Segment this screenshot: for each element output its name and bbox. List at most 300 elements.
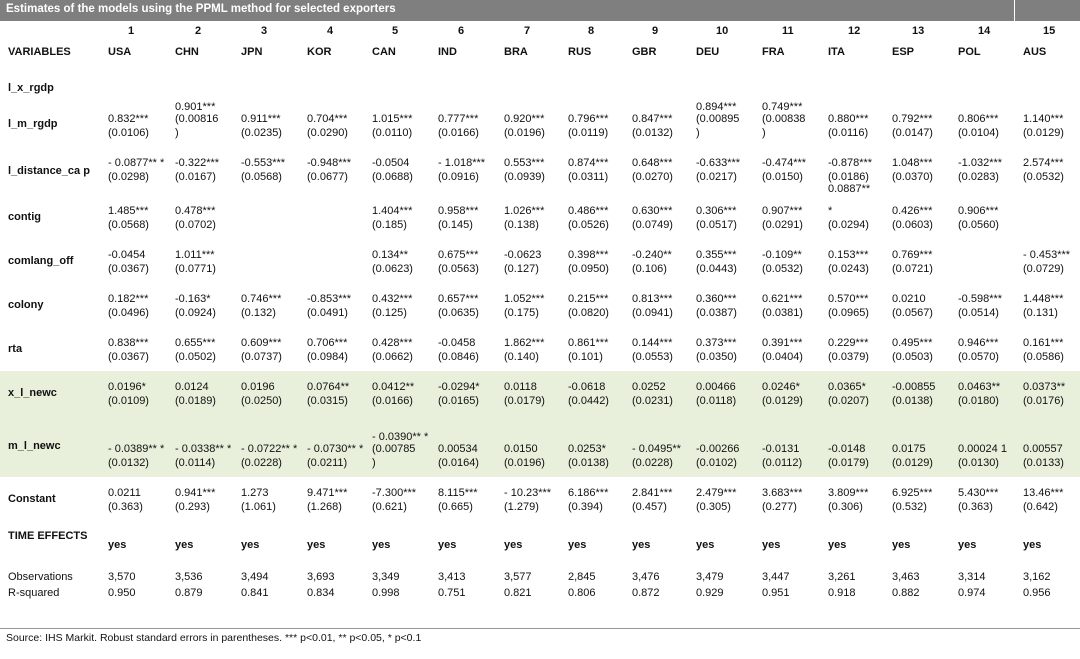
std-error-cell: (0.0517): [696, 219, 737, 231]
coefficient-cell: 0.792***: [892, 113, 933, 125]
coefficient-cell: -0.598***: [958, 293, 1003, 305]
coefficient-cell: 0.796***: [568, 113, 609, 125]
std-error-cell: (0.0165): [430, 393, 496, 415]
std-error-cell: [233, 261, 299, 283]
time-effects-cell: yes: [504, 539, 523, 551]
r-squared-label: R-squared: [8, 587, 60, 599]
empty-cell: [233, 75, 299, 101]
stderr-row: [0, 305, 1080, 327]
coefficient-cell: - 0.0877** *: [108, 157, 165, 169]
country-header: POL: [958, 46, 981, 58]
std-error-cell: (0.0189): [167, 393, 233, 415]
column-number: 11: [782, 25, 794, 37]
coefficient-cell: 0.426***: [892, 205, 933, 217]
std-error-cell: (0.305): [696, 501, 731, 513]
coefficient-cell: 2.479***: [696, 487, 737, 499]
coefficient-cell: -0.240**: [632, 249, 672, 261]
coefficient-cell: -0.0504: [372, 157, 410, 169]
std-error-cell: (0.0702): [175, 219, 216, 231]
spacer: [0, 63, 1080, 75]
stderr-row: [0, 455, 1080, 477]
std-error-cell: (0.0603): [892, 219, 933, 231]
std-error-cell: (0.0496): [108, 307, 149, 319]
std-error-cell: (0.140): [504, 351, 539, 363]
std-error-cell: (0.0502): [175, 351, 216, 363]
coefficient-cell: 0.769***: [892, 249, 933, 261]
std-error-cell: (0.0179): [496, 393, 560, 415]
std-error-cell: (0.293): [175, 501, 210, 513]
coefficient-cell: 3.809***: [828, 487, 869, 499]
coefficient-cell: - 0.0495**: [624, 415, 688, 455]
observations-cell: 3,349: [372, 571, 400, 583]
coefficient-cell: 0.894*** (0.00895: [696, 101, 740, 125]
coefficient-cell: 5.430***: [958, 487, 999, 499]
variable-label: m_l_newc: [0, 415, 100, 477]
coefficient-cell: -0.0454: [108, 249, 146, 261]
std-error-cell: (0.0207): [820, 393, 884, 415]
country-header: ITA: [828, 46, 845, 58]
observations-cell: 2,845: [568, 571, 596, 583]
coefficient-cell: -0.0623: [504, 249, 542, 261]
std-error-cell: (0.665): [438, 501, 473, 513]
std-error-cell: [299, 217, 364, 239]
std-error-cell: (0.0586): [1023, 351, 1064, 363]
std-error-cell: (0.0228): [233, 455, 299, 477]
column-number: 13: [912, 25, 925, 37]
std-error-cell: (0.138): [504, 219, 539, 231]
coefficient-cell: 0.182***: [108, 293, 149, 305]
coefficient-cell: 0.813***: [632, 293, 673, 305]
coefficient-cell: 0.907***: [762, 205, 803, 217]
coefficient-cell: 0.0412**: [364, 371, 430, 393]
coefficient-cell: 0.0764**: [299, 371, 364, 393]
column-number: 6: [458, 25, 465, 37]
std-error-cell: (0.0635): [438, 307, 479, 319]
coefficient-cell: 0.621***: [762, 293, 803, 305]
coefficient-cell: 0.432***: [372, 293, 413, 305]
coefficient-cell: -0.0131: [754, 415, 820, 455]
coefficient-cell: 0.880***: [828, 113, 869, 125]
coefficient-cell: 0.0253*: [560, 415, 624, 455]
coefficient-cell: 0.495***: [892, 337, 933, 349]
coefficient-cell: 0.229***: [828, 337, 869, 349]
std-error-cell: (0.0662): [372, 351, 413, 363]
observations-cell: 3,463: [892, 571, 920, 583]
country-header: CAN: [372, 46, 396, 58]
std-error-cell: [950, 261, 1015, 283]
coefficient-cell: 0.0463**: [950, 371, 1015, 393]
coefficient-cell: 0.398***: [568, 249, 609, 261]
table-title: Estimates of the models using the PPML method for selected exporters: [6, 3, 396, 15]
time-effects-cell: yes: [175, 539, 194, 551]
std-error-cell: (0.0941): [632, 307, 673, 319]
time-effects-cell: yes: [307, 539, 326, 551]
std-error-cell: (0.363): [108, 501, 143, 513]
estimate-row: [0, 415, 1080, 455]
variable-label: contig: [8, 210, 41, 223]
coefficient-cell: 1.273: [241, 487, 269, 499]
time-effects-cell: yes: [696, 539, 715, 551]
std-error-cell: (0.0532): [1023, 171, 1064, 183]
coefficient-cell: 0.920***: [504, 113, 545, 125]
time-effects-cell: yes: [958, 539, 977, 551]
table-body: [0, 21, 1080, 601]
coefficient-cell: 0.0246*: [754, 371, 820, 393]
time-effects-cell: yes: [632, 539, 651, 551]
coefficient-cell: 2.841***: [632, 487, 673, 499]
std-error-cell: (0.0118): [688, 393, 754, 415]
variable-label: Constant: [8, 492, 56, 505]
std-error-cell: (0.306): [828, 501, 863, 513]
coefficient-cell: - 0.0389** *: [100, 415, 167, 455]
coefficient-cell: 0.609***: [241, 337, 282, 349]
empty-cell: [820, 75, 884, 101]
coefficient-cell: 8.115***: [438, 487, 478, 499]
coefficient-cell: -0.474***: [762, 157, 807, 169]
empty-cell: [430, 75, 496, 101]
variable-label: rta: [8, 342, 23, 355]
coefficient-cell: 0.704***: [307, 113, 348, 125]
std-error-cell: (0.457): [632, 501, 667, 513]
std-error-cell: (0.0290): [307, 127, 348, 139]
coefficient-cell: 0.832***: [108, 113, 149, 125]
r-squared-cell: 0.841: [241, 587, 269, 599]
coefficient-cell: -0.553***: [241, 157, 286, 169]
variable-label: comlang_off: [8, 254, 74, 267]
coefficient-cell: -0.109**: [762, 249, 802, 261]
std-error-cell: ): [175, 127, 179, 139]
std-error-cell: (0.175): [504, 307, 539, 319]
coefficient-cell: [1015, 195, 1080, 217]
std-error-cell: (0.145): [438, 219, 473, 231]
std-error-cell: (0.0350): [696, 351, 737, 363]
std-error-cell: (0.0950): [568, 263, 609, 275]
country-header: BRA: [504, 46, 528, 58]
std-error-cell: (0.0138): [560, 455, 624, 477]
spacer: [0, 551, 1080, 569]
stderr-row: [0, 499, 1080, 521]
coefficient-cell: - 0.453***: [1023, 249, 1071, 261]
std-error-cell: (0.0106): [108, 127, 149, 139]
std-error-cell: (0.0442): [560, 393, 624, 415]
std-error-cell: (0.0721): [892, 263, 933, 275]
r-squared-cell: 0.974: [958, 587, 986, 599]
coefficient-cell: 0.00534: [430, 415, 496, 455]
coefficient-cell: 6.925***: [892, 487, 933, 499]
column-number: 15: [1043, 25, 1056, 37]
std-error-cell: (0.0138): [884, 393, 950, 415]
estimate-row: [0, 477, 1080, 499]
coefficient-cell: -0.00855: [884, 371, 950, 393]
column-number: 4: [327, 25, 334, 37]
std-error-cell: (0.101): [568, 351, 603, 363]
std-error-cell: (0.0553): [632, 351, 673, 363]
coefficient-cell: 0.706***: [307, 337, 348, 349]
coefficient-cell: 1.404***: [372, 205, 413, 217]
coefficient-cell: 0.630***: [632, 205, 673, 217]
coefficient-cell: [950, 239, 1015, 261]
column-number: 8: [588, 25, 595, 37]
std-error-cell: (0.0560): [958, 219, 999, 231]
std-error-cell: (0.0298): [108, 171, 149, 183]
table-bottom-rule: [0, 628, 1080, 629]
coefficient-cell: 0.486***: [568, 205, 609, 217]
observations-row: [0, 569, 1080, 585]
std-error-cell: (0.394): [568, 501, 603, 513]
coefficient-cell: - 10.23***: [504, 487, 552, 499]
coefficient-cell: 0.570***: [828, 293, 869, 305]
estimate-row: [0, 283, 1080, 305]
coefficient-cell: 1.048***: [892, 157, 933, 169]
estimate-row: [0, 195, 1080, 217]
std-error-cell: (0.277): [762, 501, 797, 513]
std-error-cell: (0.0443): [696, 263, 737, 275]
std-error-cell: (0.0186) 0.0887**: [828, 171, 871, 195]
variable-label: l_m_rgdp: [8, 117, 58, 130]
spacer-row: [0, 551, 1080, 569]
country-header: CHN: [175, 46, 199, 58]
coefficient-cell: -0.878***: [828, 157, 873, 169]
variable-label: l_x_rgdp: [8, 82, 54, 94]
time-effects-cell: yes: [108, 539, 127, 551]
observations-cell: 3,413: [438, 571, 466, 583]
empty-cell: [299, 75, 364, 101]
std-error-cell: ): [364, 455, 430, 477]
coefficient-cell: 0.553***: [504, 157, 545, 169]
coefficient-cell: [299, 195, 364, 217]
coefficient-cell: -1.032***: [958, 157, 1003, 169]
coefficient-cell: 1.026***: [504, 205, 545, 217]
coefficient-cell: 0.901*** (0.00816: [175, 101, 219, 125]
country-header: AUS: [1023, 46, 1047, 58]
r-squared-cell: 0.882: [892, 587, 920, 599]
coefficient-cell: 0.746***: [241, 293, 282, 305]
std-error-cell: (0.642): [1023, 501, 1058, 513]
coefficient-cell: [233, 239, 299, 261]
std-error-cell: (0.0132): [632, 127, 673, 139]
std-error-cell: (0.0179): [820, 455, 884, 477]
estimate-row: [0, 101, 1080, 125]
std-error-cell: (0.0176): [1015, 393, 1080, 415]
empty-cell: [100, 75, 167, 101]
r-squared-cell: 0.929: [696, 587, 724, 599]
country-header: GBR: [632, 46, 657, 58]
time-effects-cell: yes: [828, 539, 847, 551]
observations-cell: 3,314: [958, 571, 986, 583]
std-error-cell: (0.0112): [754, 455, 820, 477]
coefficient-cell: 0.00557: [1015, 415, 1080, 455]
std-error-cell: (0.0116): [828, 127, 869, 139]
coefficient-cell: 0.911***: [241, 113, 281, 125]
std-error-cell: [233, 217, 299, 239]
std-error-cell: [1015, 217, 1080, 239]
coefficient-cell: 0.00466: [688, 371, 754, 393]
column-number: 1: [128, 25, 135, 37]
std-error-cell: (0.0102): [688, 455, 754, 477]
estimate-row: [0, 327, 1080, 349]
coefficient-cell: 0.657***: [438, 293, 479, 305]
coefficient-cell: 0.215***: [568, 293, 609, 305]
stderr-row: [0, 261, 1080, 283]
std-error-cell: (0.0294): [828, 219, 869, 231]
coefficient-cell: [299, 239, 364, 261]
coefficient-cell: 0.144***: [632, 337, 673, 349]
coefficient-cell: 9.471***: [307, 487, 348, 499]
std-error-cell: (0.132): [241, 307, 276, 319]
coefficient-cell: - 1.018***: [438, 157, 486, 169]
std-error-cell: (0.0132): [100, 455, 167, 477]
std-error-cell: (0.0109): [100, 393, 167, 415]
std-error-cell: (0.0567): [892, 307, 933, 319]
time-effects-cell: yes: [438, 539, 457, 551]
std-error-cell: (0.0196): [504, 127, 545, 139]
std-error-cell: (0.0737): [241, 351, 282, 363]
variable-label: l_distance_ca p: [8, 164, 90, 177]
stderr-row: [0, 393, 1080, 415]
std-error-cell: (0.0370): [892, 171, 933, 183]
coefficient-cell: 0.847***: [632, 113, 673, 125]
std-error-cell: (0.0924): [175, 307, 216, 319]
std-error-cell: (0.0749): [632, 219, 673, 231]
corner-cell: [0, 21, 100, 41]
std-error-cell: (0.0311): [568, 171, 609, 183]
std-error-cell: (0.0119): [568, 127, 609, 139]
coefficient-cell: -0.00266: [688, 415, 754, 455]
coefficient-cell: 0.906***: [958, 205, 999, 217]
std-error-cell: (0.0164): [430, 455, 496, 477]
std-error-cell: (0.0503): [892, 351, 933, 363]
column-number: 14: [978, 25, 991, 37]
std-error-cell: (0.127): [504, 263, 539, 275]
estimate-row: [0, 239, 1080, 261]
std-error-cell: (0.0104): [958, 127, 999, 139]
std-error-cell: [299, 261, 364, 283]
coefficient-cell: 1.862***: [504, 337, 545, 349]
observations-cell: 3,494: [241, 571, 269, 583]
empty-cell: [1015, 75, 1080, 101]
std-error-cell: (0.0367): [108, 263, 149, 275]
coefficient-cell: -0.853***: [307, 293, 352, 305]
std-error-cell: (0.0270): [632, 171, 673, 183]
std-error-cell: (0.0110): [372, 127, 413, 139]
std-error-cell: (0.0820): [568, 307, 609, 319]
std-error-cell: (0.0133): [1015, 455, 1080, 477]
empty-cell: [496, 75, 560, 101]
coefficient-cell: -0.0294*: [430, 371, 496, 393]
stderr-row: [0, 217, 1080, 239]
column-number: 2: [195, 25, 202, 37]
variable-label: colony: [8, 298, 44, 311]
std-error-cell: (1.061): [241, 501, 276, 513]
coefficient-cell: [233, 195, 299, 217]
time-effects-cell: yes: [892, 539, 911, 551]
coefficient-cell: 0.478***: [175, 205, 216, 217]
coefficient-cell: 0.655***: [175, 337, 216, 349]
std-error-cell: (0.0235): [241, 127, 282, 139]
coefficient-cell: 0.0196*: [100, 371, 167, 393]
std-error-cell: (0.0228): [624, 455, 688, 477]
std-error-cell: (0.0729): [1023, 263, 1064, 275]
std-error-cell: (0.0114): [167, 455, 233, 477]
r-squared-cell: 0.872: [632, 587, 660, 599]
estimates-table: [0, 21, 1080, 601]
empty-cell: [560, 75, 624, 101]
std-error-cell: (0.0283): [958, 171, 999, 183]
country-header: KOR: [307, 46, 332, 58]
std-error-cell: (0.0688): [372, 171, 413, 183]
std-error-cell: (0.0514): [958, 307, 999, 319]
empty-cell: [364, 75, 430, 101]
coefficient-cell: -0.633***: [696, 157, 741, 169]
time-effects-row: [0, 521, 1080, 551]
country-header: FRA: [762, 46, 785, 58]
coefficient-cell: 0.749*** (0.00838: [762, 101, 806, 125]
coefficient-cell: 0.0196: [233, 371, 299, 393]
std-error-cell: (0.0939): [504, 171, 545, 183]
coefficient-cell: 1.011***: [175, 249, 215, 261]
coefficient-cell: -7.300***: [372, 487, 417, 499]
coefficient-cell: 0.0211: [108, 487, 141, 499]
std-error-cell: (1.268): [307, 501, 342, 513]
std-error-cell: (0.0211): [299, 455, 364, 477]
std-error-cell: (0.0150): [762, 171, 803, 183]
stderr-row: [0, 169, 1080, 195]
country-header: DEU: [696, 46, 720, 58]
std-error-cell: (0.0568): [108, 219, 149, 231]
coefficient-cell: 0.355***: [696, 249, 737, 261]
coefficient-cell: - 0.0338** *: [167, 415, 233, 455]
coefficient-cell: 0.161***: [1023, 337, 1064, 349]
observations-cell: 3,570: [108, 571, 136, 583]
coefficient-cell: 0.838***: [108, 337, 149, 349]
std-error-cell: (0.0568): [241, 171, 282, 183]
coefficient-cell: 0.153***: [828, 249, 869, 261]
std-error-cell: (0.0129): [1023, 127, 1064, 139]
std-error-cell: (0.106): [632, 263, 667, 275]
title-divider: [1014, 0, 1015, 21]
empty-cell: [688, 75, 754, 101]
empty-cell: [884, 75, 950, 101]
coefficient-cell: -0.0458: [438, 337, 476, 349]
time-effects-cell: yes: [372, 539, 391, 551]
r-squared-cell: 0.950: [108, 587, 136, 599]
time-effects-cell: yes: [1023, 539, 1042, 551]
coefficient-cell: - 0.0730** *: [299, 415, 364, 455]
std-error-cell: (0.0147): [892, 127, 933, 139]
column-number: 7: [524, 25, 531, 37]
observations-cell: 3,162: [1023, 571, 1051, 583]
r-squared-cell: 0.956: [1023, 587, 1051, 599]
column-number: 9: [652, 25, 659, 37]
std-error-cell: (0.185): [372, 219, 407, 231]
std-error-cell: (0.131): [1023, 307, 1058, 319]
std-error-cell: (0.0315): [299, 393, 364, 415]
std-error-cell: (0.0166): [438, 127, 479, 139]
std-error-cell: (0.0570): [958, 351, 999, 363]
coefficient-cell: 0.958***: [438, 205, 479, 217]
coefficient-cell: 1.140***: [1023, 113, 1064, 125]
std-error-cell: (0.0984): [307, 351, 348, 363]
std-error-cell: (0.0387): [696, 307, 737, 319]
std-error-cell: (0.0491): [307, 307, 348, 319]
coefficient-cell: 0.648***: [632, 157, 673, 169]
coefficient-cell: - 0.0390** * (0.00785: [364, 415, 430, 455]
std-error-cell: (0.0167): [175, 171, 216, 183]
std-error-cell: (0.0381): [762, 307, 803, 319]
time-effects-label: TIME EFFECTS: [8, 529, 88, 542]
coefficient-cell: 0.941***: [175, 487, 216, 499]
variable-label: x_l_newc: [0, 371, 100, 415]
